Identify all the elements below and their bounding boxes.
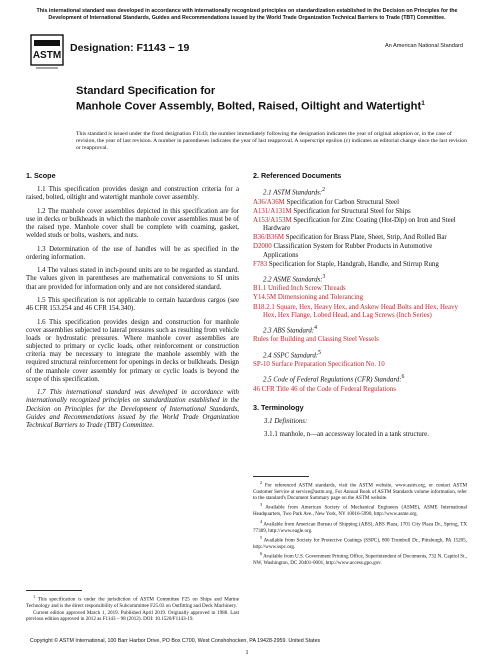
scope-1-6: 1.6 This specification provides design and construction for manhole cover assemblies subjected to lateral pressures such as resulting from vehicle loads or hydrostatic pressures. Where manhole cover assemblies are subjected to primary or cyclic loads, other reinforcement or construction criteria may be necessary to integrate the manhole assembly with the required structural reinforcement for openings in decks or bulkheads. Design of the manhole cover assembly for primary or cyclic loads is beyond the scope of this specification. xyxy=(26,318,239,383)
footnote-4: $^4$ Available from American Bureau of Shipping (ABS), ABS Plaza, 1701 City Plaza Dr., Spring, TX 77389, http://www.eagle.org. xyxy=(253,518,468,534)
astm-logo xyxy=(30,34,64,80)
terminology-3-1-1: 3.1.1 manhole, n—an accessway located in a tank structure. xyxy=(264,431,429,439)
abs-rules-link[interactable]: Rules for Building and Classing Steel Vessels xyxy=(253,336,379,344)
ref-item[interactable]: A131/A131M Specification for Structural Steel for Ships xyxy=(253,207,411,215)
footnote-rule-left xyxy=(26,590,82,591)
ref-code-link[interactable]: A36/A36M xyxy=(253,198,285,206)
footnote-1-edition: Current edition approved March 1, 2019. Published April 2019. Originally approved in 1988. Last previous edition approved in 2012 as F1143 – 98 (2012). DOI: 10.1520/F1143-19. xyxy=(26,610,239,623)
footnote-5: $^5$ Available from Society for Protective Coatings (SSPC), 800 Trumbull Dr., Pittsburgh, PA 15205, http://www.sspc.org. xyxy=(253,535,467,550)
scope-1-4: 1.4 The values stated in inch-pound units are to be regarded as standard. The values given in parentheses are mathematical conversions to SI units that are provided for information only and are not considered standard. xyxy=(26,267,239,291)
issue-note: This standard is issued under the fixed designation F1143; the number immediately following the designation indicates the year of original adoption or, in the case of revision, the year of last revision. A number in parentheses indicates the year of last reapproval. A superscript epsilon (ε) indicates an editorial change since the last revision or reapproval. xyxy=(76,131,467,151)
scope-1-1: 1.1 This specification provides design and construction criteria for a raised, bolted, oiltight and watertight manhole cover assembly. xyxy=(26,186,239,202)
title-line-1: Standard Specification for xyxy=(76,85,216,97)
scope-1-2: 1.2 The manhole cover assemblies depicted in this specification are for use in decks or bulkheads in which the manhole cover assemblies must be of the raised type. Manhole cover shall be complete with coaming, gasket, welded studs or bolts, washers, and nuts. xyxy=(26,207,239,240)
left-column xyxy=(26,172,239,435)
ref-item[interactable]: SP-10 Surface Preparation Specification No. 10 xyxy=(253,361,385,368)
asme-list xyxy=(253,285,467,320)
title-line-2: Manhole Cover Assembly, Bolted, Raised, Oiltight and Watertight$^1$ xyxy=(76,99,425,113)
ref-item[interactable]: A36/A36M Specification for Carbon Structural Steel xyxy=(253,198,400,206)
ref-item[interactable]: Y14.5M Dimensioning and Tolerancing xyxy=(253,294,364,302)
astm-logo-icon xyxy=(30,34,64,80)
designation: Designation: F1143 − 19 xyxy=(70,42,190,54)
ref-code-link[interactable]: A153/A153M xyxy=(253,216,292,224)
wto-notice: This international standard was developed in accordance with internationally recognized principles on standardization established in the Decision on Principles for the Development of International Standards, Guides and Recommendations issued by the World Trade Organization Technical Barriers to Trade (TBT) Committee. xyxy=(36,8,458,21)
terminology-heading: 3. Terminology xyxy=(253,402,304,412)
ref-item[interactable]: F783 Specification for Staple, Handgrab, Handle, and Stirrup Rung xyxy=(253,260,439,268)
abs-standard-label: 2.3 ABS Standard:$^4$ xyxy=(263,324,317,335)
page-number: 1 xyxy=(245,649,249,656)
footnote-1: $^1$ This specification is under the jurisdiction of ASTM Committee F25 on Ships and Marine Technology and is the direct responsibility of Subcommittee F25.03 on Outfitting and Deck Machinery. xyxy=(26,594,239,609)
ref-item[interactable]: B1.1 Unified Inch Screw Threads xyxy=(253,285,346,293)
scope-heading: 1. Scope xyxy=(26,171,56,180)
ref-code-link[interactable]: SP-10 xyxy=(253,361,270,368)
footnote-2: $^2$ For referenced ASTM standards, visit the ASTM website, www.astm.org, or contact ASTM Customer Service at service@astm.org. For Annual Book of ASTM Standards volume information, refer to the standard's Document Summary page on the ASTM website. xyxy=(253,480,467,502)
astm-standards-label: 2.1 ASTM Standards:$^2$ xyxy=(263,187,326,197)
ref-item[interactable]: 46 CFR Title 46 of the Code of Federal Regulations xyxy=(253,385,396,393)
footnote-rule-right xyxy=(253,476,309,477)
footnote-6: $^6$ Available from U.S. Government Printing Office, Superintendent of Documents, 732 N. Capitol St., NW, Washington, DC 20401-0001, http://www.access.gpo.gov. xyxy=(253,551,467,567)
right-column xyxy=(253,172,467,445)
scope-1-3: 1.3 Determination of the use of handles will be as specified in the ordering information. xyxy=(26,245,239,261)
scope-1-7: 1.7 This international standard was developed in accordance with internationally recognized principles on standardization established in the Decision on Principles for the Development of International Standards, Guides and Recommendations issued by the World Trade Organization Technical Barriers to Trade (TBT) Committee. xyxy=(26,389,239,429)
ref-code-link[interactable]: 46 CFR xyxy=(253,385,275,393)
footnote-3: $^3$ Available from American Society of Mechanical Engineers (ASME), ASME International Headquarters, Two Park Ave., New York, NY 10016-5990, http://www.asme.org. xyxy=(253,502,467,518)
scope-1-5: 1.5 This specification is not applicable to certain hazardous cargos (see 46 CFR 153.254 and 46 CFR 154.340). xyxy=(26,297,239,313)
document-title xyxy=(76,85,436,113)
referenced-heading: 2. Referenced Documents xyxy=(253,171,342,180)
ref-code-link[interactable]: F783 xyxy=(253,260,268,268)
ref-code-link[interactable]: Y14.5M xyxy=(253,294,277,302)
ref-item[interactable]: D2000 Classification System for Rubber Products in Automotive Applications xyxy=(253,243,433,259)
american-national-standard: An American National Standard xyxy=(384,43,463,49)
ref-item[interactable]: B18.2.1 Square, Hex, Heavy Hex, and Askew Head Bolts and Hex, Heavy Hex, Hex Flange, Lobed Head, and Lag Screws (Inch Series) xyxy=(253,303,458,319)
asme-standards-label: 2.2 ASME Standards:$^3$ xyxy=(263,273,326,284)
ref-code-link[interactable]: A131/A131M xyxy=(253,207,292,215)
copyright: Copyright © ASTM International, 100 Barr Harbor Drive, PO Box C700, West Conshohocken, PA 19428-2959. United States xyxy=(30,638,321,644)
footnotes-left xyxy=(26,594,239,624)
sspc-standard-label: 2.4 SSPC Standard:$^5$ xyxy=(263,349,321,359)
ref-code-link[interactable]: B36/B36M xyxy=(253,234,285,242)
cfr-standard-label: 2.5 Code of Federal Regulations (CFR) Standard:$^6$ xyxy=(263,374,405,384)
ref-code-link[interactable]: B18.2.1 xyxy=(253,303,275,311)
footnotes-right xyxy=(253,480,467,568)
terminology-3-1: 3.1 Definitions: xyxy=(264,417,308,425)
ref-item[interactable]: B36/B36M Specification for Brass Plate, Sheet, Strip, And Rolled Bar xyxy=(253,234,447,242)
astm-list xyxy=(253,199,467,269)
ref-code-link[interactable]: D2000 xyxy=(253,243,272,251)
svg-text:ASTM: ASTM xyxy=(32,50,62,61)
ref-item[interactable]: A153/A153M Specification for Zinc Coating (Hot-Dip) on Iron and Steel Hardware xyxy=(253,216,456,233)
ref-code-link[interactable]: B1.1 xyxy=(253,285,267,293)
